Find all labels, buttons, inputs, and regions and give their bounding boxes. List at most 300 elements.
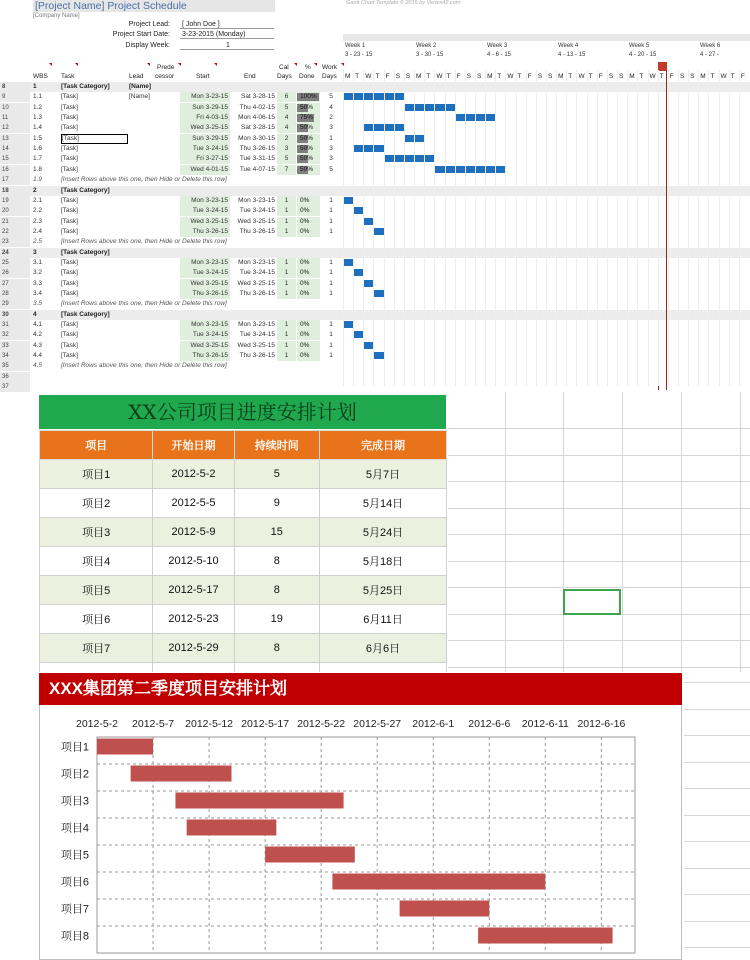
gantt-bar[interactable] <box>353 145 383 152</box>
duration-cell[interactable]: 8 <box>234 634 319 663</box>
sheet-row-line <box>684 735 750 736</box>
project-start-label: Project Start Date: <box>112 31 170 38</box>
progress-table-row[interactable] <box>40 489 447 518</box>
percent-done-cell <box>297 330 320 340</box>
sheet-column-line <box>505 392 506 672</box>
start-date-cell: Mon 3-23-15 <box>180 196 230 206</box>
day-letter: T <box>497 73 502 80</box>
cal-days-cell: 4 <box>277 113 296 123</box>
gantt-bar-3 <box>175 793 343 809</box>
start-date-cell[interactable] <box>153 663 234 673</box>
day-gridline <box>363 70 364 386</box>
day-gridline <box>353 70 354 386</box>
cal-days-cell: 1 <box>277 206 296 216</box>
row-number: 30 <box>0 310 30 320</box>
work-days-cell: 1 <box>329 269 333 277</box>
day-letter: S <box>690 73 695 80</box>
row-number: 20 <box>0 206 30 216</box>
week-date: 4 - 6 - 15 <box>487 52 512 58</box>
header-finish-date[interactable]: 完成日期 <box>320 431 447 460</box>
percent-done-text: 0% <box>300 258 310 266</box>
wbs-cell: 4.5 <box>33 362 43 370</box>
row-number: 12 <box>0 123 30 133</box>
task-name-cell: [Task] <box>61 217 78 225</box>
start-date-cell: Wed 3-25-15 <box>180 217 230 227</box>
sheet-row-line <box>684 921 750 922</box>
day-gridline <box>597 70 598 386</box>
sheet-row-line <box>684 788 750 789</box>
progress-table-row[interactable] <box>40 547 447 576</box>
task-name-cell: [Task] <box>61 103 78 111</box>
day-gridline <box>678 70 679 386</box>
header-start-date[interactable]: 开始日期 <box>153 431 234 460</box>
row-number: 14 <box>0 144 30 154</box>
percent-done-text: 0% <box>300 321 310 329</box>
day-gridline <box>404 70 405 386</box>
percent-done-text: 50% <box>300 145 314 153</box>
wbs-cell: 2 <box>33 186 37 194</box>
project-cell[interactable]: 项目5 <box>40 576 153 605</box>
percent-done-text: 0% <box>300 269 310 277</box>
work-days-cell: 2 <box>329 114 333 122</box>
task-name-cell: [Task] <box>61 331 78 339</box>
cal-days-cell: 6 <box>277 92 296 102</box>
selected-cell[interactable] <box>563 589 621 615</box>
end-date-cell: Sat 3-28-15 <box>241 93 275 101</box>
task-name-cell: [Insert Rows above this one, then Hide or Delete this row] <box>61 238 227 246</box>
x-tick-label: 2012-5-22 <box>297 718 346 730</box>
wbs-cell: 1.8 <box>33 165 43 173</box>
cal-days-cell: 3 <box>277 144 296 154</box>
start-date-cell[interactable]: 2012-5-9 <box>153 518 234 547</box>
percent-done-text: 0% <box>300 207 310 215</box>
day-letter: W <box>436 73 443 80</box>
task-name-cell: [Insert Rows above this one, then Hide or Delete this row] <box>61 300 227 308</box>
today-column-marker <box>658 62 667 390</box>
day-letter: M <box>629 73 635 80</box>
sheet-row-line <box>448 428 750 429</box>
day-gridline <box>729 70 730 386</box>
cal-days-cell: 1 <box>277 279 296 289</box>
day-gridline <box>688 70 689 386</box>
percent-done-text: 50% <box>300 155 314 163</box>
sheet-row-line <box>684 762 750 763</box>
cal-days-cell: 2 <box>277 134 296 144</box>
week-date: 4 - 13 - 15 <box>558 52 586 58</box>
gantt-bar[interactable] <box>373 228 383 235</box>
work-days-cell: 1 <box>329 352 333 360</box>
start-date-cell: Wed 4-01-15 <box>180 165 230 175</box>
day-letter: F <box>456 73 461 80</box>
task-name-cell: [Task Category] <box>61 83 110 90</box>
finish-date-cell[interactable]: 5月24日 <box>320 518 447 547</box>
day-letter: T <box>568 73 573 80</box>
end-date-cell: Thu 3-26-15 <box>239 227 275 235</box>
cal-days-cell: 4 <box>277 123 296 133</box>
sheet-row-line <box>684 709 750 710</box>
cal-days-cell: 5 <box>277 103 296 113</box>
row-number: 33 <box>0 341 30 351</box>
finish-date-cell[interactable]: 5月7日 <box>320 460 447 489</box>
project-lead-label: Project Lead: <box>128 21 170 28</box>
project-cell[interactable]: 项目1 <box>40 460 153 489</box>
display-week-value[interactable]: 1 <box>180 42 274 50</box>
lead-cell: [Name] <box>129 83 152 90</box>
duration-cell[interactable]: 15 <box>234 518 319 547</box>
finish-date-cell[interactable]: 5月25日 <box>320 576 447 605</box>
week-name: Week 5 <box>629 43 650 49</box>
task-name-cell: [Task] <box>61 258 78 266</box>
project-lead-value[interactable]: [ John Doe ] <box>180 21 274 29</box>
progress-table-row[interactable] <box>40 605 447 634</box>
percent-done-cell <box>297 268 320 278</box>
task-name-cell: [Task] <box>61 196 78 204</box>
week-name: Week 4 <box>558 43 579 49</box>
wbs-cell: 4 <box>33 310 37 318</box>
day-gridline <box>658 70 659 386</box>
progress-table-row[interactable] <box>40 460 447 489</box>
start-date-cell[interactable]: 2012-5-29 <box>153 634 234 663</box>
start-date-cell[interactable]: 2012-5-17 <box>153 576 234 605</box>
gantt-bar[interactable] <box>353 331 363 338</box>
gantt-bar[interactable] <box>343 259 353 266</box>
cal-days-cell: 1 <box>277 268 296 278</box>
cal-days-cell: 1 <box>277 196 296 206</box>
duration-cell[interactable]: 5 <box>234 460 319 489</box>
day-letter: S <box>476 73 482 80</box>
sheet-row-line <box>684 947 750 948</box>
work-days-cell: 5 <box>329 165 333 173</box>
work-days-cell: 1 <box>329 207 333 215</box>
work-days-cell: 1 <box>329 290 333 297</box>
row-number: 27 <box>0 279 30 289</box>
progress-table-row[interactable] <box>40 663 447 673</box>
day-letter: S <box>548 73 553 80</box>
day-gridline <box>546 70 547 386</box>
work-days-cell: 3 <box>329 124 333 132</box>
day-gridline <box>505 70 506 386</box>
sheet-column-line <box>622 392 623 672</box>
finish-date-cell[interactable]: 6月6日 <box>320 634 447 663</box>
task-name-cell: [Task] <box>61 341 78 349</box>
start-date-cell: Fri 3-27-15 <box>180 154 230 164</box>
percent-done-text: 50% <box>300 124 314 132</box>
col-pct-1: % <box>305 64 311 71</box>
company-name: [Company Name] <box>33 13 80 19</box>
day-letter: T <box>355 73 360 80</box>
percent-done-cell <box>297 258 320 268</box>
percent-done-text: 50% <box>300 103 314 111</box>
y-category-label: 项目6 <box>60 876 89 889</box>
cal-days-cell: 1 <box>277 351 296 361</box>
project-start-value[interactable]: 3-23-2015 (Monday) <box>180 31 274 39</box>
day-gridline <box>637 70 638 386</box>
day-gridline <box>536 70 537 386</box>
row-number: 11 <box>0 113 30 123</box>
end-date-cell: Wed 3-25-15 <box>237 341 275 349</box>
percent-done-cell <box>297 206 320 216</box>
day-gridline <box>384 70 385 386</box>
chart-panel <box>0 672 750 960</box>
finish-date-cell[interactable]: 5月14日 <box>320 489 447 518</box>
finish-date-cell[interactable]: 5月18日 <box>320 547 447 576</box>
gantt-bar[interactable] <box>353 207 363 214</box>
x-tick-label: 2012-5-2 <box>75 718 119 730</box>
percent-done-text: 0% <box>300 217 310 225</box>
day-gridline <box>445 70 446 386</box>
percent-done-cell <box>297 134 320 144</box>
day-letter: F <box>527 73 532 80</box>
work-days-cell: 1 <box>329 258 333 266</box>
task-name-cell: [Task Category] <box>61 310 110 318</box>
day-gridline <box>617 70 618 386</box>
percent-done-text: 0% <box>300 331 310 339</box>
x-tick-label: 2012-6-6 <box>468 718 511 730</box>
col-task: Task <box>61 73 75 80</box>
work-days-cell: 1 <box>329 227 333 235</box>
duration-cell[interactable]: 19 <box>234 605 319 634</box>
percent-done-cell <box>297 113 320 123</box>
day-letter: T <box>639 73 644 80</box>
gantt-bar[interactable] <box>353 269 363 276</box>
day-letter: M <box>558 73 564 80</box>
lead-cell: [Name] <box>129 93 150 101</box>
day-gridline <box>434 70 435 386</box>
gantt-bar[interactable] <box>363 218 373 225</box>
day-gridline <box>698 70 699 386</box>
percent-done-cell <box>297 103 320 113</box>
duration-cell[interactable]: 9 <box>234 489 319 518</box>
duration-cell[interactable]: 8 <box>234 576 319 605</box>
work-days-cell: 1 <box>329 196 333 204</box>
wbs-cell: 3.1 <box>33 258 43 266</box>
work-days-cell: 1 <box>329 217 333 225</box>
gantt-bar[interactable] <box>363 342 373 349</box>
week-name: Week 3 <box>487 43 508 49</box>
x-tick-label: 2012-5-7 <box>132 718 175 730</box>
y-category-label: 项目3 <box>60 795 89 808</box>
day-gridline <box>373 70 374 386</box>
comment-marker <box>75 63 78 66</box>
finish-date-cell[interactable] <box>320 663 447 673</box>
task-name-cell: [Task] <box>61 352 78 360</box>
day-letter: S <box>679 73 685 80</box>
week-date: 3 - 23 - 15 <box>345 52 373 58</box>
row-number: 34 <box>0 351 30 361</box>
y-category-label: 项目5 <box>60 849 89 862</box>
project-cell[interactable]: 项目7 <box>40 634 153 663</box>
day-letter: W <box>365 73 372 80</box>
progress-table-body <box>40 460 447 673</box>
comment-marker <box>314 63 317 66</box>
start-date-cell[interactable]: 2012-5-5 <box>153 489 234 518</box>
wbs-cell: 2.3 <box>33 217 43 225</box>
task-name-cell: [Task] <box>61 134 128 144</box>
percent-done-text: 0% <box>300 227 310 235</box>
week-date: 3 - 30 - 15 <box>416 52 444 58</box>
day-gridline <box>576 70 577 386</box>
project-cell[interactable]: 项目6 <box>40 605 153 634</box>
end-date-cell: Tue 3-31-15 <box>239 155 275 163</box>
percent-done-text: 0% <box>300 352 310 360</box>
start-date-cell: Wed 3-25-15 <box>180 341 230 351</box>
wbs-cell: 1.3 <box>33 114 43 122</box>
day-gridline <box>739 70 740 386</box>
percent-done-cell <box>297 227 320 237</box>
sheet-column-line <box>740 392 741 672</box>
sheet-row-line <box>448 667 750 668</box>
row-number: 13 <box>0 134 30 144</box>
col-wbs: WBS <box>33 73 48 80</box>
project-cell[interactable]: 项目2 <box>40 489 153 518</box>
row-number: 26 <box>0 268 30 278</box>
day-gridline <box>516 70 517 386</box>
day-gridline <box>526 70 527 386</box>
gantt-bar[interactable] <box>343 321 353 328</box>
day-letter: F <box>598 73 603 80</box>
percent-done-text: 75% <box>300 114 314 122</box>
project-cell[interactable]: 项目4 <box>40 547 153 576</box>
end-date-cell: Mon 4-06-15 <box>238 114 275 122</box>
work-days-cell: 1 <box>329 279 333 287</box>
week-name: Week 6 <box>700 43 721 49</box>
task-name-cell: [Task] <box>61 269 78 277</box>
day-letter: F <box>669 73 674 80</box>
x-tick-label: 2012-5-12 <box>185 718 234 730</box>
day-letter: S <box>466 73 472 80</box>
start-date-cell[interactable]: 2012-5-23 <box>153 605 234 634</box>
col-predecessor-1: Prede <box>157 64 175 71</box>
percent-done-text: 100% <box>300 93 317 101</box>
day-letter: T <box>659 73 664 80</box>
x-tick-label: 2012-5-17 <box>241 718 290 730</box>
wbs-cell: 1.2 <box>33 103 43 111</box>
gantt-bar[interactable] <box>373 352 383 359</box>
y-category-label: 项目1 <box>60 741 89 754</box>
day-letter: W <box>649 73 656 80</box>
template-credit: Gantt Chart Template © 2015 by Vertex42.com <box>346 0 461 6</box>
start-date-cell: Mon 3-23-15 <box>180 320 230 330</box>
gantt-bar-chart <box>39 705 682 960</box>
work-days-cell: 3 <box>329 155 333 163</box>
project-cell[interactable] <box>40 663 153 673</box>
wbs-cell: 1.5 <box>33 134 43 142</box>
sheet-column-line <box>563 392 564 672</box>
percent-done-text: 50% <box>300 165 314 173</box>
gantt-bar[interactable] <box>404 104 455 111</box>
duration-cell[interactable]: 8 <box>234 547 319 576</box>
day-letter: M <box>700 73 706 80</box>
cal-days-cell: 1 <box>277 227 296 237</box>
day-letter: W <box>507 73 514 80</box>
percent-done-cell <box>297 289 320 299</box>
comment-marker <box>214 63 217 66</box>
gantt-bar[interactable] <box>384 155 435 162</box>
progress-table-row[interactable] <box>40 576 447 605</box>
sheet-row-line <box>448 508 750 509</box>
percent-done-text: 50% <box>300 134 314 142</box>
task-name-cell: [Task] <box>61 207 78 215</box>
start-date-cell: Tue 3-24-15 <box>180 144 230 154</box>
progress-table-row[interactable] <box>40 518 447 547</box>
task-name-cell: [Task] <box>61 227 78 235</box>
percent-done-cell <box>297 196 320 206</box>
header-project[interactable]: 项目 <box>40 431 153 460</box>
gantt-bar[interactable] <box>373 290 383 297</box>
today-marker-head <box>658 62 667 71</box>
start-date-cell: Mon 3-23-15 <box>180 92 230 102</box>
col-pct-2: Done <box>299 73 315 80</box>
day-letter: T <box>730 73 735 80</box>
wbs-cell: 2.1 <box>33 196 43 204</box>
sheet-row-line <box>684 868 750 869</box>
chart-title: XXX集团第二季度项目安排计划 <box>39 673 682 705</box>
start-date-cell: Sun 3-29-15 <box>180 134 230 144</box>
work-days-cell: 1 <box>329 321 333 329</box>
day-letter: T <box>710 73 715 80</box>
row-number: 37 <box>0 382 30 392</box>
wbs-cell: 3.2 <box>33 269 43 277</box>
header-duration[interactable]: 持续时间 <box>234 431 319 460</box>
end-date-cell: Thu 4-02-15 <box>239 103 275 111</box>
finish-date-cell[interactable]: 6月11日 <box>320 605 447 634</box>
percent-done-cell <box>297 154 320 164</box>
row-number: 36 <box>0 372 30 382</box>
day-letter: T <box>375 73 380 80</box>
gantt-bar-1 <box>97 739 153 755</box>
row-number: 29 <box>0 299 30 309</box>
comment-marker <box>178 63 181 66</box>
gantt-bar[interactable] <box>343 197 353 204</box>
work-days-cell: 1 <box>329 331 333 339</box>
project-schedule-title: [Project Name] Project Schedule <box>33 0 275 12</box>
cal-days-cell: 1 <box>277 341 296 351</box>
x-tick-label: 2012-6-1 <box>412 718 455 730</box>
progress-table <box>39 430 447 672</box>
day-gridline <box>455 70 456 386</box>
day-gridline <box>566 70 567 386</box>
col-start: Start <box>196 73 210 80</box>
gantt-bar[interactable] <box>363 280 373 287</box>
wbs-cell: 2.2 <box>33 207 43 215</box>
progress-table-row[interactable] <box>40 634 447 663</box>
task-name-cell: [Task Category] <box>61 248 110 256</box>
day-gridline <box>587 70 588 386</box>
day-letter: T <box>426 73 431 80</box>
comment-marker <box>49 63 52 66</box>
cal-days-cell: 5 <box>277 154 296 164</box>
day-letter: S <box>537 73 543 80</box>
comment-marker <box>341 63 344 66</box>
end-date-cell: Mon 3-30-15 <box>238 134 275 142</box>
end-date-cell: Mon 3-23-15 <box>238 196 275 204</box>
row-number: 8 <box>0 82 30 92</box>
day-letter: M <box>345 73 351 80</box>
end-date-cell: Wed 3-25-15 <box>237 279 275 287</box>
day-gridline <box>343 70 344 386</box>
task-name-cell: [Task] <box>61 321 78 329</box>
cal-days-cell: 1 <box>277 330 296 340</box>
task-name-cell: [Task Category] <box>61 186 110 194</box>
end-date-cell: Tue 3-24-15 <box>239 269 275 277</box>
day-gridline <box>627 70 628 386</box>
duration-cell[interactable] <box>234 663 319 673</box>
start-date-cell[interactable]: 2012-5-2 <box>153 460 234 489</box>
project-cell[interactable]: 项目3 <box>40 518 153 547</box>
row-number: 17 <box>0 175 30 185</box>
start-date-cell[interactable]: 2012-5-10 <box>153 547 234 576</box>
cal-days-cell: 1 <box>277 289 296 299</box>
